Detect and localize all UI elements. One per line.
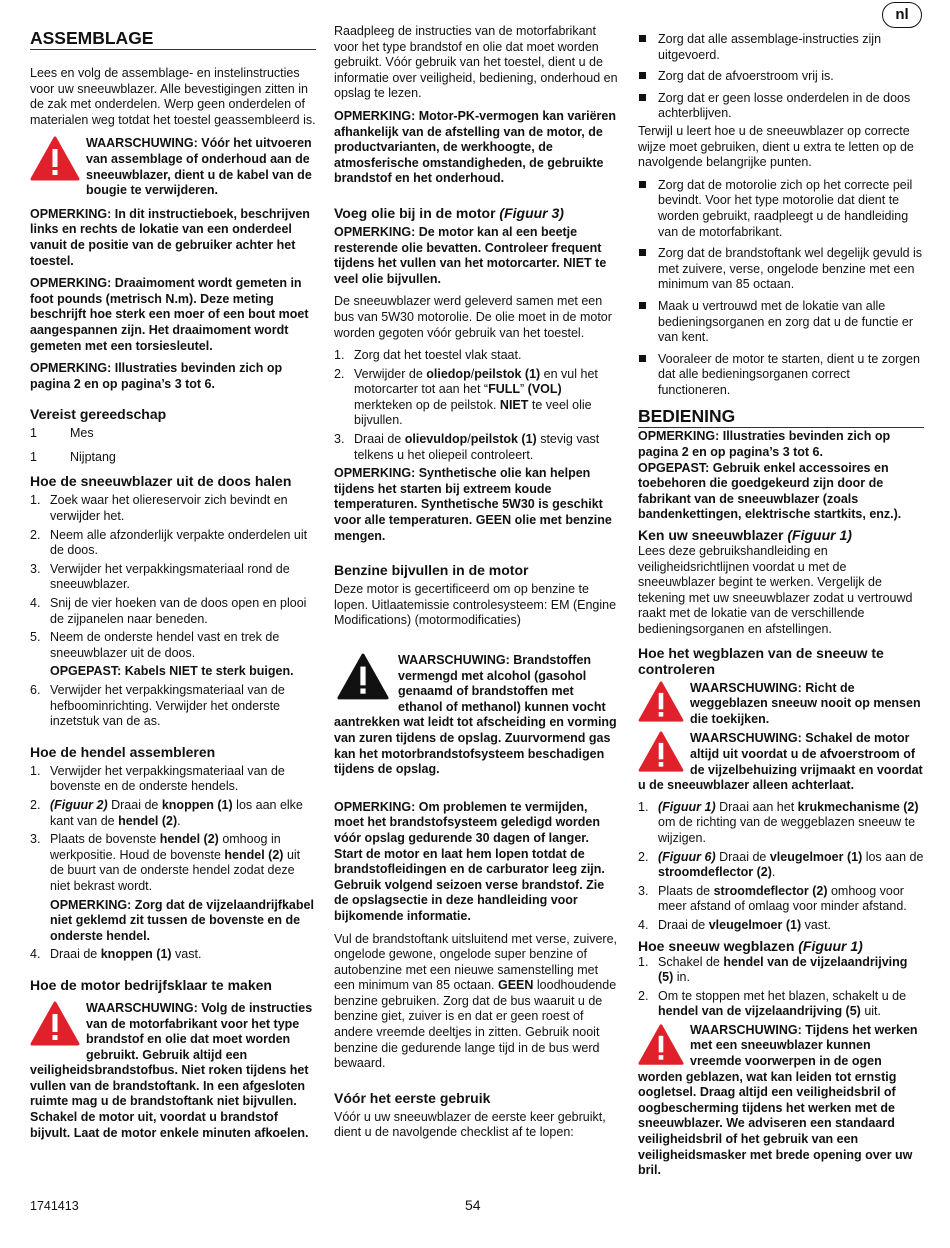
first-use-text: Vóór u uw sneeuwblazer de eerste keer gebruikt, dient u de navolgende checklist af te lopen:: [334, 1109, 606, 1140]
engine-intro: Raadpleeg de instructies van de motorfabrikant voor het type brandstof en olie dat moet worden gebruikt. Vóór gebruik van het toestel, dient u de informatie over veiligheid, bediening, onderhoud en opslag te lezen.: [334, 24, 618, 101]
figure-ref: (Figuur 1): [658, 799, 716, 814]
tool-qty: 1: [30, 449, 37, 464]
warning-block: [638, 1023, 924, 1179]
tool-item: [30, 426, 316, 442]
column-left: [30, 24, 316, 1149]
part-ref: hendel (2): [118, 813, 178, 828]
warning-text: WAARSCHUWING: Richt de weggeblazen sneeuw nooit op mensen die toekijken.: [690, 680, 921, 726]
note-left-right: OPMERKING: In dit instructieboek, beschrijven links en rechts de lokatie van een onderdeel vanuit de positie van de gebruiker achter het toestel.: [30, 206, 310, 268]
step-text: ”: [520, 382, 528, 397]
first-use-heading: Vóór het eerste gebruik: [334, 1089, 491, 1106]
tool-qty: 1: [30, 426, 37, 441]
note-torque: OPMERKING: Draaimoment wordt gemeten in foot pounds (metrisch N.m). Deze meting beschrijft hoe sterk een moer of een bout moet aangespannen zijn. Het draaimoment wordt gemeten met een torsiesleutel.: [30, 276, 309, 353]
fuel-text-2: [334, 932, 620, 1072]
list-item: [334, 348, 620, 364]
note-horsepower: OPMERKING: Motor-PK-vermogen kan variëren afhankelijk van de afstelling van de motor, de productvarianten, de werkhoogte, de atmosferische omstandigheden, de gebruikte brandstof en het onderhoud.: [334, 108, 616, 186]
list-item: [30, 798, 316, 829]
warning-block: [30, 1001, 316, 1141]
step-number: 3.: [638, 883, 649, 898]
know-heading: [638, 527, 924, 543]
part-ref: krukmechanisme (2): [797, 799, 919, 814]
know-text: Lees deze gebruikshandleiding en veiligheidsrichtlijnen voordat u met de sneeuwblazer begint te werken. Vergelijk de tekening met uw sneeuwblazer zodat u vertrouwd raakt met de lokatie van de verschillende bedieningsorganen en afstellingen.: [638, 544, 913, 636]
discharge-steps: [638, 800, 924, 934]
fuel-text-bold: GEEN: [497, 978, 534, 993]
step-number: 4.: [30, 596, 41, 611]
document-number: 1741413: [30, 1199, 79, 1213]
note-illustrations: OPMERKING: Illustraties bevinden zich op pagina 2 en op pagina’s 3 tot 6.: [30, 361, 283, 391]
step-text: Zoek waar het oliereservoir zich bevindt en verwijder het.: [50, 493, 288, 524]
note-oil-residue: OPMERKING: De motor kan al een beetje resterende olie bevatten. Controleer frequent tijdens het vullen van het motorcarter. NIET te veel olie bijvullen.: [334, 224, 607, 286]
part-ref: FULL: [488, 382, 521, 397]
part-ref: hendel van de vijzelaandrijving (5): [658, 954, 908, 985]
step-text: .: [177, 813, 181, 828]
step-text: Draai de: [50, 947, 101, 962]
step-number: 3.: [30, 832, 41, 847]
step-text: uit de buurt van de onderste hendel zodat deze niet bekrast wordt.: [50, 847, 301, 893]
part-ref: NIET: [499, 397, 529, 412]
step-number: 5.: [30, 630, 41, 645]
step-text: .: [771, 865, 776, 880]
list-item: Zorg dat de afvoerstroom vrij is.: [638, 69, 924, 85]
unbox-steps: [30, 493, 316, 661]
tool-item: [30, 450, 316, 466]
step-text: los aan elke kant van de: [50, 797, 303, 828]
assembly-intro: Lees en volg de assemblage- en instelinstructies voor uw sneeuwblazer. Alle bevestigingen zitten in de zak met onderdelen. Werp geen onderdelen of materialen weg totdat het toestel geassembleerd is.: [30, 66, 316, 127]
list-item: [30, 764, 316, 795]
warning-block: [30, 136, 316, 198]
step-text: Neem alle afzonderlijk verpakte onderdelen uit de doos.: [50, 527, 308, 558]
unbox-heading: Hoe de sneeuwblazer uit de doos halen: [30, 473, 292, 490]
warning-triangle-icon: [30, 136, 80, 182]
warning-text: WAARSCHUWING: Schakel de motor altijd uit voordat u de afvoerstroom of de vijzelbehuizing vrijmaakt en voordat u de sneeuwblazer alleen achterlaat.: [638, 731, 923, 793]
column-right: [638, 32, 924, 1179]
list-item: [30, 947, 316, 963]
step-number: 2.: [334, 366, 345, 381]
step-text: Schakel de: [658, 954, 724, 969]
step-number: 2.: [638, 849, 649, 864]
section-title-assembly: ASSEMBLAGE: [30, 28, 316, 50]
note-fuel-storage: OPMERKING: Om problemen te vermijden, moet het brandstofsysteem geledigd worden vóór opslag gedurende 30 dagen of langer. Start de motor en laat hem lopen totdat de brandstofleidingen en de carburator leeg zijn. Gebruik volgend seizoen verse brandstof. Zie de opslagsectie in deze handleiding voor bijkomende informatie.: [334, 799, 605, 923]
oil-text: De sneeuwblazer werd geleverd samen met een bus van 5W30 motorolie. De olie moet in de motor worden gegoten vóór gebruik van het toestel.: [334, 294, 612, 340]
step-text: vast.: [171, 947, 202, 962]
step-number: 1.: [334, 348, 345, 363]
step-text: Verwijder het verpakkingsmateriaal van de bovenste en de onderste hendels.: [50, 763, 285, 794]
checklist-1: [638, 32, 924, 122]
checklist-2: [638, 178, 924, 399]
list-item: [30, 596, 316, 627]
handle-heading: Hoe de hendel assembleren: [30, 743, 216, 760]
list-item: [638, 955, 924, 986]
step-text: vast.: [801, 917, 831, 932]
note-cable-clamp: OPMERKING: Zorg dat de vijzelaandrijfkabel niet geklemd zit tussen de bovenste en de onderste hendel.: [50, 897, 314, 943]
step-number: 1.: [30, 763, 41, 778]
list-item: [638, 800, 924, 847]
step-text: Neem de onderste hendel vast en trek de sneeuwblazer uit de doos.: [50, 630, 280, 660]
oil-heading-text: Voeg olie bij in de motor: [334, 204, 496, 221]
list-item: [30, 562, 316, 593]
figure-ref: (Figuur 3): [499, 204, 564, 221]
list-item: [30, 630, 316, 661]
step-text: Verwijder de: [354, 366, 427, 381]
note-illustrations: OPMERKING: Illustraties bevinden zich op pagina 2 en op pagina’s 3 tot 6.: [638, 429, 891, 460]
fuel-text-part: Vul de brandstoftank uitsluitend met verse, zuivere, ongelode gewone, ongelode super benzine of autobenzine met een nieuwe samenstelling met een minimum van 85 octaan.: [334, 931, 618, 993]
tool-name: Nijptang: [70, 449, 116, 464]
part-ref: peilstok (1): [470, 432, 537, 447]
step-text: Om te stoppen met het blazen, schakelt u de: [658, 988, 907, 1003]
step-number: 2.: [30, 797, 41, 812]
step-number: 1.: [30, 493, 41, 508]
figure-ref: (Figuur 2): [50, 797, 108, 812]
fuel-heading: Benzine bijvullen in de motor: [334, 562, 529, 579]
step-text: Verwijder het verpakkingsmateriaal van de hefboominrichting. Verwijder het onderste inzetstuk van de as.: [50, 683, 285, 729]
part-ref: knoppen (1): [100, 947, 172, 962]
step-text: in.: [673, 970, 690, 985]
warning-text: WAARSCHUWING: Volg de instructies van de motorfabrikant voor het type brandstof en olie dat moet worden gebruikt. Gebruik altijd een veiligheidsbrandstofbus. Niet roken tijdens het vullen van de brandstoftank. In een afgesloten ruimte mag u de brandstoftank niet bijvullen. Schakel de motor uit, voordat u brandstof bijvult. Laat de motor enkele minuten afkoelen.: [30, 1000, 313, 1140]
step-number: 4.: [638, 917, 649, 932]
warning-block: [638, 731, 924, 793]
figure-ref: (Figuur 6): [658, 849, 716, 864]
oil-steps: [334, 348, 620, 463]
list-item: Zorg dat er geen losse onderdelen in de doos achterblijven.: [638, 91, 924, 122]
step-text: Snij de vier hoeken van de doos open en plooi de zijpanelen naar beneden.: [50, 596, 307, 626]
snow-steps: [638, 955, 924, 1020]
part-ref: (VOL): [527, 382, 562, 397]
figure-ref: (Figuur 1): [787, 527, 852, 544]
warning-text: WAARSCHUWING: Tijdens het werken met een sneeuwblazer kunnen vreemde voorwerpen in de ogen worden geblazen, wat kan leiden tot ernstig oogletsel. Draag altijd een veiligheidsbril of oogbescherming tijdens het werken met de sneeuwblazer. We adviseren een standaard veiligheidsbril of het gebruik van een veiligheidsmasker met brede opening over uw bril.: [638, 1022, 918, 1178]
part-ref: vleugelmoer (1): [708, 917, 802, 932]
part-ref: peilstok (1): [474, 366, 541, 381]
tool-name: Mes: [70, 426, 94, 441]
unbox-steps-cont: [30, 683, 316, 730]
list-item: [334, 432, 620, 463]
step-text: /: [467, 432, 471, 447]
handle-steps-cont: [30, 947, 316, 963]
part-ref: oliedop: [426, 366, 471, 381]
step-text: los aan de: [862, 849, 924, 864]
warning-block: [334, 653, 620, 778]
step-text: om de richting van de weggeblazen sneeuw te wijzigen.: [658, 815, 916, 845]
column-middle: [334, 24, 620, 1148]
step-number: 6.: [30, 683, 41, 697]
step-text: omhoog in werkpositie. Houd de bovenste: [50, 832, 281, 862]
warning-text: WAARSCHUWING: Brandstoffen vermengd met alcohol (gasohol genaamd of brandstoffen met ethanol of methanol) kunnen vocht aantrekken wat leidt tot afscheiding en vorming van zuren tijdens de opslag. Zuurvormend gas kan het motorbrandstofsysteem beschadigen tijdens de opslag.: [334, 653, 617, 777]
step-text: Plaats de: [658, 883, 714, 898]
list-item: [638, 884, 924, 915]
list-item: Zorg dat alle assemblage-instructies zijn uitgevoerd.: [638, 32, 924, 63]
warning-triangle-icon: [638, 731, 684, 773]
step-number: 4.: [30, 947, 41, 962]
caution-accessories: OPGEPAST: Gebruik enkel accessoires en toebehoren die goedgekeurd zijn door de fabrikant van de sneeuwblazer (zoals bandenkettingen, elektrische startkits, enz.).: [638, 460, 902, 522]
section-title-operation: BEDIENING: [638, 406, 924, 428]
page-number: 54: [465, 1197, 481, 1213]
warning-triangle-icon: [30, 1001, 80, 1047]
step-text: uit.: [860, 1004, 881, 1019]
know-heading-text: Ken uw sneeuwblazer: [638, 527, 784, 544]
warning-triangle-icon: [638, 681, 684, 723]
step-number: 3.: [334, 432, 345, 447]
list-item: [30, 832, 316, 894]
step-text: omhoog voor meer afstand of omlaag voor minder afstand.: [658, 883, 907, 914]
snow-heading-text: Hoe sneeuw wegblazen: [638, 937, 795, 954]
step-text: merkteken op de peilstok.: [354, 397, 500, 412]
step-number: 1.: [638, 799, 649, 814]
tools-list: [30, 426, 316, 465]
step-text: Zorg dat het toestel vlak staat.: [354, 348, 522, 363]
list-item: [638, 989, 924, 1020]
list-item: Zorg dat de motorolie zich op het correcte peil bevindt. Voor het type motorolie dat dient te worden gebruikt, raadpleegt u de handleiding van de motorfabrikant.: [638, 178, 924, 240]
step-text: Draai aan het: [715, 799, 798, 814]
warning-triangle-icon: [334, 653, 392, 701]
step-text: Draai de: [715, 849, 770, 864]
part-ref: hendel van de vijzelaandrijving (5): [658, 1004, 861, 1019]
step-number: 3.: [30, 561, 41, 576]
list-item: [30, 493, 316, 524]
list-item: Maak u vertrouwd met de lokatie van alle bedieningsorganen en zorg dat u de functie er van kent.: [638, 299, 924, 346]
part-ref: stroomdeflector (2): [658, 865, 772, 880]
language-badge: nl: [882, 2, 922, 28]
step-text: Draai de: [354, 432, 405, 447]
handle-steps: [30, 764, 316, 895]
step-text: Plaats de bovenste: [50, 832, 160, 847]
list-item: [334, 367, 620, 429]
learn-text: Terwijl u leert hoe u de sneeuwblazer op correcte wijze moet gebruiken, dient u extra te letten op de navolgende belangrijke punten.: [638, 123, 914, 170]
list-item: [638, 918, 924, 934]
list-item: [638, 850, 924, 881]
step-number: 1.: [638, 954, 649, 969]
step-text: Verwijder het verpakkingsmateriaal rond de sneeuwblazer.: [50, 561, 290, 592]
warning-triangle-icon: [638, 1023, 684, 1067]
step-number: 2.: [638, 988, 649, 1003]
list-item: Zorg dat de brandstoftank wel degelijk gevuld is met zuivere, verse, ongelode benzine met een minimum van 85 octaan.: [638, 246, 924, 293]
step-text: te veel olie bijvullen.: [354, 397, 592, 428]
tools-heading: Vereist gereedschap: [30, 406, 167, 423]
figure-ref: (Figuur 1): [798, 937, 863, 954]
part-ref: olievuldop: [404, 432, 468, 447]
warning-text: WAARSCHUWING: Vóór het uitvoeren van assemblage of onderhoud aan de sneeuwblazer, dient u de kabel van de bougie te verwijderen.: [86, 136, 312, 198]
step-text: en vul het motorcarter tot aan het “: [354, 366, 598, 397]
warning-block: [638, 681, 924, 728]
note-synthetic-oil: OPMERKING: Synthetische olie kan helpen tijdens het starten bij extreem koude temperaturen. Synthetische 5W30 is geschikt voor alle temperaturen. GEEN olie met benzine mengen.: [334, 466, 612, 543]
list-item: [30, 528, 316, 559]
caution-cables: OPGEPAST: Kabels NIET te sterk buigen.: [50, 664, 294, 679]
oil-heading: [334, 205, 620, 221]
step-text: Draai de: [658, 917, 709, 932]
part-ref: vleugelmoer (1): [769, 849, 863, 864]
part-ref: hendel (2): [159, 832, 219, 847]
snow-heading: [638, 938, 924, 954]
list-item: Vooraleer de motor te starten, dient u te zorgen dat alle bedieningsorganen correct functioneren.: [638, 352, 924, 399]
step-number: 2.: [30, 527, 41, 542]
list-item: [30, 683, 316, 730]
step-text: /: [470, 366, 475, 381]
fuel-text-part: loodhoudende benzine gebruiken. Zorg dat de bus waaruit u de benzine giet, zuiver is en dat er geen roest of andere vreemde deeltjes in zitten. Gebruik nooit benzine die gedurende lange tijd in de bus werd bewaard.: [334, 978, 617, 1071]
step-text: stevig vast telkens u het oliepeil controleert.: [354, 432, 600, 462]
part-ref: knoppen (1): [161, 797, 233, 812]
discharge-heading: Hoe het wegblazen van de sneeuw te controleren: [638, 644, 884, 677]
engine-heading: Hoe de motor bedrijfsklaar te maken: [30, 976, 272, 993]
fuel-text: Deze motor is gecertificeerd om op benzine te lopen. Uitlaatemissie controlesysteem: EM (Engine Modifications) (motormodificaties): [334, 582, 617, 628]
step-text: Draai de: [107, 797, 162, 812]
part-ref: stroomdeflector (2): [713, 883, 828, 898]
part-ref: hendel (2): [224, 847, 284, 862]
